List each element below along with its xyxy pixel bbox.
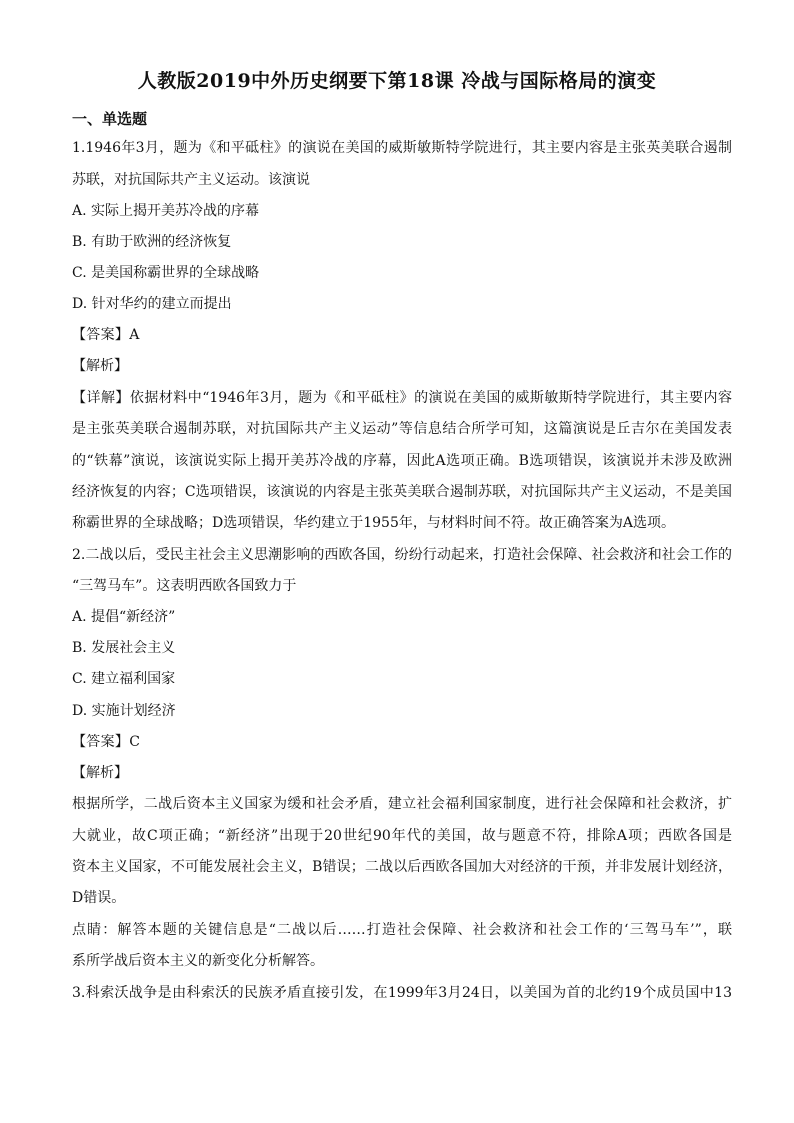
q2-tip-line-2: 系所学战后资本主义的新变化分析解答。 (72, 953, 324, 969)
q1-option-b: B. 有助于欧洲的经济恢复 (72, 234, 232, 250)
q2-option-c: C. 建立福利国家 (72, 671, 176, 687)
q1-stem-line-1: 1.1946年3月，题为《和平砥柱》的演说在美国的威斯敏斯特学院进行，其主要内容是主张英美联合遏制 (72, 140, 732, 156)
q2-detail-line-2: 大就业，故C项正确；“新经济”出现于20世纪90年代的美国，故与题意不符，排除A项；西欧各国是 (72, 828, 732, 844)
q2-detail-line-1: 根据所学，二战后资本主义国家为缓和社会矛盾，建立社会福利国家制度，进行社会保障和社会救济，扩 (72, 796, 732, 812)
q1-detail-line-5: 称霸世界的全球战略；D选项错误，华约建立于1955年，与材料时间不符。故正确答案为A选项。 (72, 515, 675, 531)
q1-option-d: D. 针对华约的建立而提出 (72, 296, 232, 312)
q1-option-a: A. 实际上揭开美苏冷战的序幕 (72, 203, 260, 219)
section-heading: 一、单选题 (72, 110, 148, 128)
q2-stem-line-2: “三驾马车”。这表明西欧各国致力于 (72, 578, 297, 594)
document-title: 人教版2019中外历史纲要下第18课 冷战与国际格局的演变 (137, 70, 657, 92)
q2-detail-line-4: D错误。 (72, 890, 126, 906)
q2-option-a: A. 提倡“新经济” (72, 609, 176, 625)
q2-detail-line-3: 资本主义国家，不可能发展社会主义，B错误；二战以后西欧各国加大对经济的干预，并非发展计划经济， (72, 859, 732, 875)
q1-answer: 【答案】A (72, 327, 140, 343)
q1-analysis-label: 【解析】 (72, 358, 128, 374)
q1-detail-line-3: 的“铁幕”演说，该演说实际上揭开美苏冷战的序幕，因此A选项正确。B选项错误，该演说并未涉及欧洲 (72, 453, 732, 469)
q2-option-b: B. 发展社会主义 (72, 640, 176, 656)
q1-detail-line-4: 经济恢复的内容；C选项错误，该演说的内容是主张英美联合遏制苏联，对抗国际共产主义运动，不是美国 (72, 484, 732, 500)
q2-stem-line-1: 2.二战以后，受民主社会主义思潮影响的西欧各国，纷纷行动起来，打造社会保障、社会救济和社会工作的 (72, 547, 732, 563)
q3-stem-line-1: 3.科索沃战争是由科索沃的民族矛盾直接引发，在1999年3月24日，以美国为首的北约19个成员国中13 (72, 985, 732, 1001)
q2-analysis-label: 【解析】 (72, 765, 128, 781)
q2-option-d: D. 实施计划经济 (72, 703, 176, 719)
q1-detail-line-1: 【详解】依据材料中“1946年3月，题为《和平砥柱》的演说在美国的威斯敏斯特学院进行，其主要内容 (72, 390, 732, 406)
q2-answer: 【答案】C (72, 734, 141, 750)
q1-detail-line-2: 是主张英美联合遏制苏联，对抗国际共产主义运动”等信息结合所学可知，这篇演说是丘吉尔在美国发表 (72, 421, 732, 437)
q1-option-c: C. 是美国称霸世界的全球战略 (72, 265, 260, 281)
q2-tip-line-1: 点睛：解答本题的关键信息是“二战以后……打造社会保障、社会救济和社会工作的‘三驾马车’”，联 (72, 922, 732, 938)
q1-stem-line-2: 苏联，对抗国际共产主义运动。该演说 (72, 172, 310, 188)
